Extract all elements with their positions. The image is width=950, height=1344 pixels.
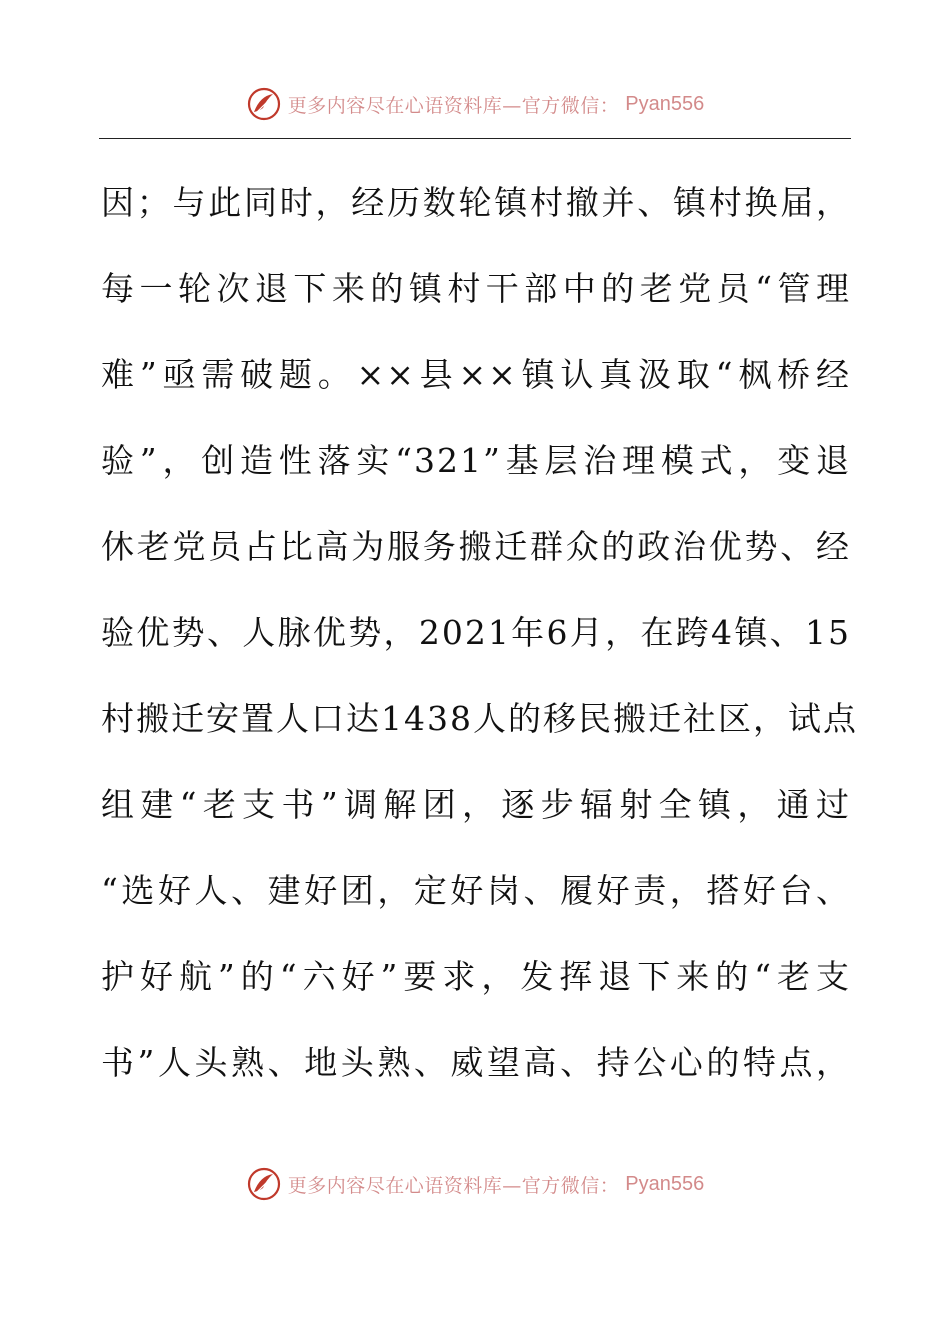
watermark-text: 更多内容尽在心语资料库—官方微信： bbox=[287, 1174, 620, 1197]
body-line: “选好人、建好团，定好岗、履好责，搭好台、 bbox=[101, 871, 851, 910]
watermark-wechat-id: Pyan556 bbox=[625, 1172, 705, 1195]
watermark-logo-icon bbox=[246, 1166, 282, 1202]
body-line: 因；与此同时，经历数轮镇村撤并、镇村换届， bbox=[101, 183, 851, 222]
body-line: 验优势、人脉优势，2021年6月，在跨4镇、15 bbox=[101, 613, 851, 652]
body-line: 书”人头熟、地头熟、威望高、持公心的特点， bbox=[101, 1043, 851, 1082]
document-body bbox=[101, 160, 858, 1106]
watermark-logo-icon bbox=[246, 86, 282, 122]
body-line: 护好航”的“六好”要求，发挥退下来的“老支 bbox=[101, 957, 851, 996]
footer-watermark bbox=[0, 1162, 950, 1206]
header-divider bbox=[99, 138, 851, 139]
header-watermark bbox=[0, 82, 950, 126]
watermark-text: 更多内容尽在心语资料库—官方微信： bbox=[287, 94, 620, 117]
body-line: 组建“老支书”调解团，逐步辐射全镇，通过 bbox=[101, 785, 851, 824]
body-line: 每一轮次退下来的镇村干部中的老党员“管理 bbox=[101, 269, 851, 308]
body-line: 休老党员占比高为服务搬迁群众的政治优势、经 bbox=[101, 527, 851, 566]
body-line: 验”，创造性落实“321”基层治理模式，变退 bbox=[101, 441, 851, 480]
watermark-wechat-id: Pyan556 bbox=[625, 92, 705, 115]
body-line: 难”亟需破题。××县××镇认真汲取“枫桥经 bbox=[101, 355, 851, 394]
body-line: 村搬迁安置人口达1438人的移民搬迁社区，试点 bbox=[101, 699, 858, 738]
